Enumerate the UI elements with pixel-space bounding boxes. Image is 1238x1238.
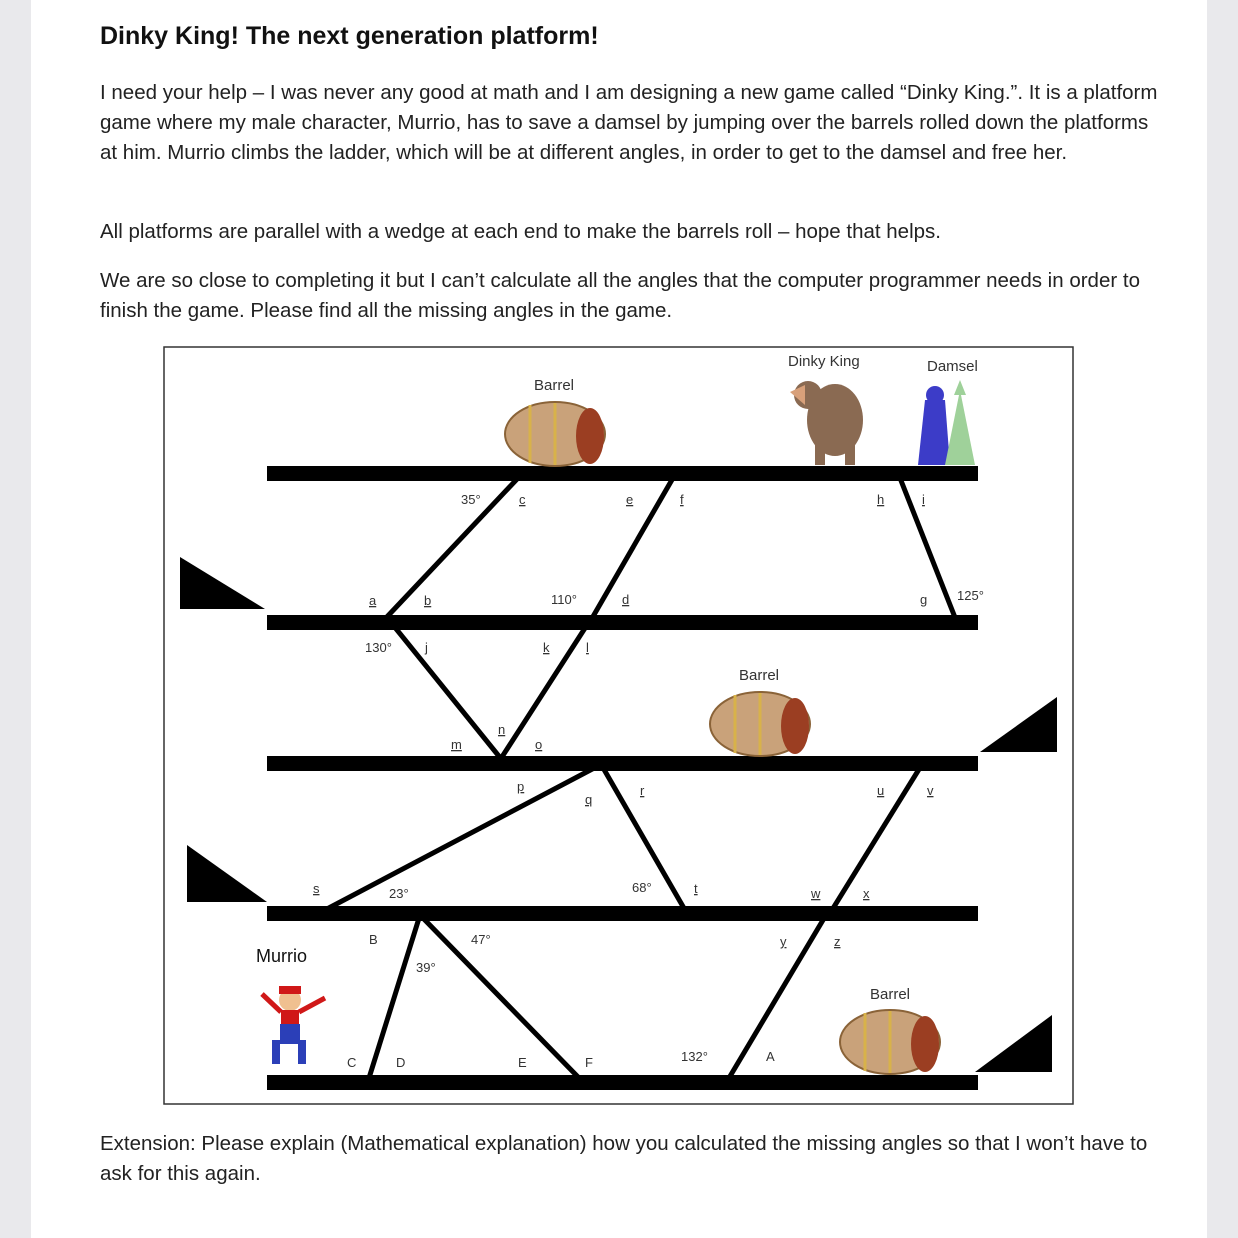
angle-letter: f [680,492,684,507]
angle-label: 68° [632,880,652,895]
barrel-caption: Barrel [534,377,575,394]
platform-2 [267,615,978,630]
angle-letter: t [694,881,698,896]
angle-letter: a [369,593,377,608]
angle-letter: z [834,934,841,949]
angle-letter: B [369,932,378,947]
barrel-caption: Barrel [739,667,780,684]
angle-letter: s [313,881,320,896]
angle-letter: o [535,737,543,752]
angle-letter: v [927,783,934,798]
angle-letter: C [347,1055,357,1070]
barrel-caption: Barrel [870,986,911,1003]
angle-letter: n [498,722,506,737]
angle-label: 110° [551,592,577,607]
angle-letter: i [922,492,925,507]
angle-label: 47° [471,932,491,947]
platform-5 [267,1075,978,1090]
angle-letter: k [543,640,550,655]
angle-letter: c [519,492,526,507]
angle-letter: q [585,792,593,807]
barrel-icon [710,692,810,756]
angle-letter: E [518,1055,527,1070]
angle-letter: j [425,640,428,655]
angle-letter: r [640,783,645,798]
platform-1 [267,466,978,481]
angle-label: 35° [461,492,481,507]
dinky-king-caption: Dinky King [788,353,860,370]
angle-letter: F [585,1055,593,1070]
angle-letter: b [424,593,432,608]
murrio-caption: Murrio [256,946,308,966]
angle-letter: w [811,886,821,901]
angle-label: 132° [681,1049,708,1064]
angle-letter: A [766,1049,775,1064]
platform-4 [267,906,978,921]
angle-label: 125° [957,588,984,603]
intro-paragraph: I need your help – I was never any good at math and I am designing a new game called “Dinky King.”. It is a platform game where my male character, Murrio, has to save a damsel by jumping over the barrels rolled down the platforms at him. Murrio climbs the ladder, which will be at different angles, in order to get to the damsel and free her. [100,81,1158,164]
angle-letter: u [877,783,885,798]
request-paragraph: We are so close to completing it but I can’t calculate all the angles that the computer programmer needs in order to finish the game. Please find all the missing angles in the game. [100,269,1140,322]
angle-label: 23° [389,886,409,901]
angle-letter: g [920,592,928,607]
angle-letter: y [780,934,787,949]
angle-letter: x [863,886,870,901]
angle-letter: D [396,1055,406,1070]
angle-letter: p [517,779,525,794]
angle-letter: m [451,737,462,752]
platform-3 [267,756,978,771]
angle-letter: l [586,640,589,655]
platforms-paragraph: All platforms are parallel with a wedge at each end to make the barrels roll – hope that helps. [100,220,941,243]
angle-letter: h [877,492,885,507]
barrel-icon [505,402,605,466]
angle-label: 130° [365,640,392,655]
angle-letter: e [626,492,634,507]
barrel-icon [840,1010,940,1074]
damsel-caption: Damsel [927,358,978,375]
angle-letter: d [622,592,630,607]
extension-paragraph: Extension: Please explain (Mathematical explanation) how you calculated the missing angles so that I won’t have to ask for this again. [100,1132,1148,1185]
angle-label: 39° [416,960,436,975]
page-title: Dinky King! The next generation platform! [100,22,599,50]
